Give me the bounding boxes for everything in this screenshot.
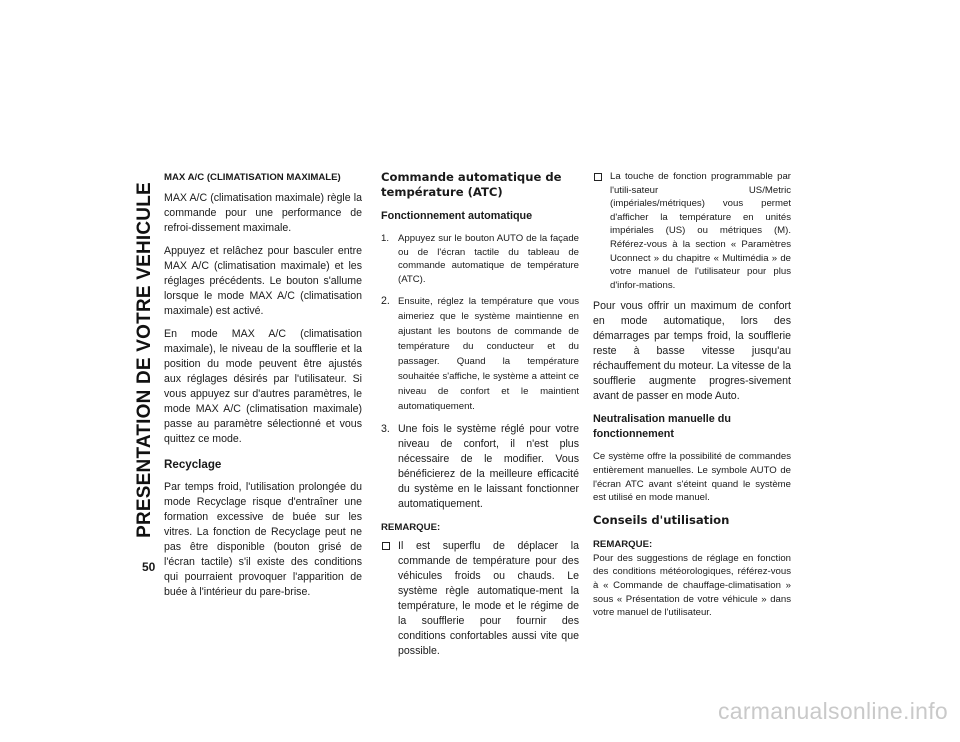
paragraph-recyclage: Par temps froid, l'utilisation prolongée du mode Recyclage risque d'entraîner une formation excessive de buée sur les vitres. La fonction de Recyclage peut ne pas être disponible (bouton grisé de l'écran tactile) s'il existe des conditions qui pourraient provoquer l'apparition de buée à l'intérieur du pare-brise. bbox=[164, 481, 362, 598]
note-text: Il est superflu de déplacer la commande de température pour des véhicules froids ou chauds. Le système règle automatique-ment la température, le mode et le régime de la soufflerie pour fournir des conditions confortables aussi vite que possible. bbox=[398, 540, 579, 658]
heading-usage-tips: Conseils d'utilisation bbox=[593, 512, 730, 527]
note-label: REMARQUE: bbox=[381, 522, 441, 534]
note-label: REMARQUE: bbox=[593, 538, 653, 550]
paragraph-max-ac-3: En mode MAX A/C (climatisation maximale), le niveau de la soufflerie et la position du mode peuvent être ajustés aux réglages désirés par l'utilisateur. Si vous appuyez sur d'autres paramètres, le mode MAX A/C (climatisation maximale) passe au paramètre sélectionné et vous quittez ce mode. bbox=[164, 328, 362, 445]
heading-max-ac: MAX A/C (CLIMATISATION MAXIMALE) bbox=[164, 172, 341, 183]
square-bullet-icon bbox=[382, 542, 390, 550]
paragraph-usage-tips: Pour des suggestions de réglage en fonction des conditions météorologiques, référez-vous à « Commande de chauffage-climatisation » sous « Présentation de votre véhicule » dans votre manuel de l'utilisateur. bbox=[593, 552, 791, 619]
column-3 bbox=[593, 170, 791, 628]
list-item bbox=[381, 294, 579, 414]
list-item bbox=[381, 422, 579, 512]
steps-list bbox=[381, 232, 579, 512]
note-bullets bbox=[381, 539, 579, 659]
list-item bbox=[381, 232, 579, 286]
section-side-tab bbox=[134, 160, 156, 560]
heading-recyclage: Recyclage bbox=[164, 458, 222, 471]
step-text: Ensuite, réglez la température que vous aimeriez que le système maintienne en ajustant les boutons de commande de température du conducteur et du passager. Quand la température souhaitée s'affiche, le système a atteint ce niveau de confort et le maintient automatiquement. bbox=[398, 296, 579, 413]
section-title: PRESENTATION DE VOTRE VEHICULE bbox=[134, 182, 155, 538]
column-1 bbox=[164, 170, 362, 608]
watermark: carmanualsonline.info bbox=[717, 698, 948, 724]
units-bullets bbox=[593, 170, 791, 292]
step-text: Une fois le système réglé pour votre niveau de confort, il n'est plus nécessaire de le modifier. Vous bénéficierez de la meilleure efficacité du système en le laissant fonctionner automatiquement. bbox=[398, 423, 579, 511]
paragraph-cold-start: Pour vous offrir un maximum de confort en mode automatique, lors des démarrages par temps froid, la soufflerie reste à basse vitesse jusqu'au réchauffement du moteur. La vitesse de la soufflerie augmente progres-sivement avant de passer en mode Auto. bbox=[593, 300, 791, 403]
heading-atc: Commande automatique de température (ATC) bbox=[381, 170, 562, 199]
paragraph-manual-override: Ce système offre la possibilité de commandes entièrement manuelles. Le symbole AUTO de l'écran ATC avant s'éteint quand le système est utilisé en mode manuel. bbox=[593, 451, 791, 504]
units-text: La touche de fonction programmable par l'utili-sateur US/Metric (impériales/métriques) vous permet d'afficher la température en unités impériales (US) ou métriques (M). Référez-vous à la section « Paramètres Uconnect » du chapitre « Multimédia » de votre manuel de l'utilisateur pour plus d'infor-mations. bbox=[610, 171, 791, 291]
square-bullet-icon bbox=[594, 173, 602, 181]
step-number: 3. bbox=[381, 423, 390, 436]
list-item bbox=[381, 539, 579, 659]
column-2 bbox=[381, 170, 579, 666]
heading-manual-override: Neutralisation manuelle du fonctionnement bbox=[593, 413, 731, 441]
step-number: 2. bbox=[381, 295, 390, 308]
paragraph-max-ac-1: MAX A/C (climatisation maximale) règle la commande pour une performance de refroi-dissement maximale. bbox=[164, 192, 362, 234]
step-number: 1. bbox=[381, 233, 390, 244]
list-item bbox=[593, 170, 791, 292]
paragraph-max-ac-2: Appuyez et relâchez pour basculer entre MAX A/C (climatisation maximale) et les réglages précédents. Le bouton s'allume lorsque le mode MAX A/C (climatisation maximale) est activé. bbox=[164, 245, 362, 317]
step-text: Appuyez sur le bouton AUTO de la façade ou de l'écran tactile du tableau de commande automatique de température (ATC). bbox=[398, 233, 579, 285]
page-number: 50 bbox=[142, 560, 156, 574]
heading-auto-operation: Fonctionnement automatique bbox=[381, 210, 533, 222]
